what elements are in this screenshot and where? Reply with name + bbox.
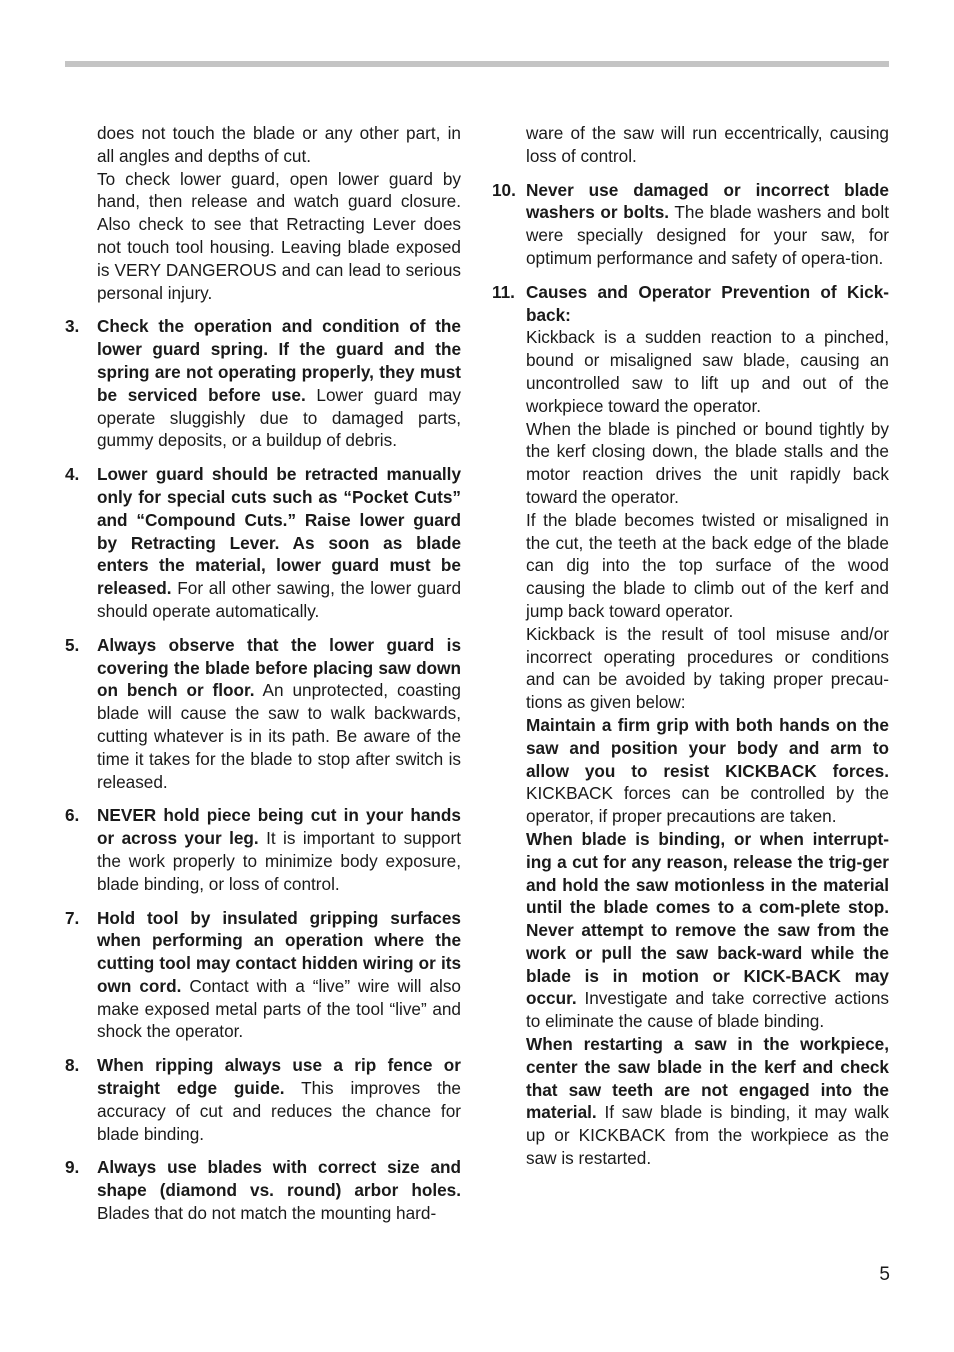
- kickback-paragraph-4: Kickback is the result of tool misuse and/or incorrect operating procedures or conditions and can be avoided by taking proper precau-tions as given below:: [526, 623, 889, 713]
- item-text: For all other sawing, the lower guard should operate automatically.: [97, 578, 461, 621]
- intro-paragraph-1: does not touch the blade or any other part, in all angles and depths of cut.: [97, 123, 461, 166]
- item-text: An unprotected, coasting blade will cause the saw to walk backwards, cutting whatever is in its path. Be aware of the time it takes for the blade to stop after switch is released.: [97, 680, 461, 792]
- item-bold-text: Check the operation and condition of the lower guard spring. If the guard and the spring are not operating properly, they must be serviced before use.: [97, 316, 461, 405]
- item-text: Blades that do not match the mounting hard-: [97, 1203, 437, 1224]
- item-number: 8.: [65, 1055, 80, 1076]
- item-bold-text: Never use damaged or incorrect blade washers or bolts.: [526, 179, 889, 223]
- list-item-10: [492, 179, 889, 270]
- item-bold-text: Lower guard should be retracted manually only for special cuts such as “Pocket Cuts” and “Compound Cuts.” Raise lower guard by Retracting Lever. As soon as blade enters the material, lower guard must be released.: [97, 464, 461, 599]
- item-text: If saw blade is binding, it may walk up or KICKBACK from the workpiece as the saw is restarted.: [526, 1102, 889, 1169]
- intro-paragraph-2: To check lower guard, open lower guard by hand, then release and watch guard closure. Also check to see that Retracting Lever does not touch tool housing. Leaving blade exposed is VERY DANGEROUS and can lead to serious personal injury.: [97, 168, 461, 303]
- item-number: 10.: [492, 179, 516, 200]
- item-bold-text: When blade is binding, or when interrupt-ing a cut for any reason, release the trig-ger and hold the saw motionless in the material until the blade comes to a com-plete stop. Never attempt to remove the saw from the work or pull the saw back-ward while the blade is in motion or KICK-BACK may occur.: [526, 828, 889, 1009]
- item-number: 4.: [65, 464, 80, 485]
- list-item-6: [65, 804, 461, 895]
- item-bold-text: When ripping always use a rip fence or straight edge guide.: [97, 1055, 461, 1099]
- list-item-5: [65, 634, 461, 794]
- item-number: 5.: [65, 634, 80, 655]
- kickback-paragraph-5: [526, 714, 889, 828]
- list-item-11: [492, 281, 889, 1170]
- list-item-4: [65, 463, 461, 623]
- item-text: Contact with a “live” wire will also make exposed metal parts of the tool “live” and shock the operator.: [97, 975, 461, 1042]
- kickback-paragraph-3: If the blade becomes twisted or misaligned in the cut, the teeth at the back edge of the blade can dig into the top surface of the wood causing the blade to climb out of the kerf and jump back toward operator.: [526, 509, 889, 621]
- continuation-paragraph: ware of the saw will run eccentrically, causing loss of control.: [526, 123, 889, 166]
- item-bold-text: NEVER hold piece being cut in your hands or across your leg.: [97, 805, 461, 849]
- list-item-9: [65, 1156, 461, 1224]
- kickback-paragraph-1: Kickback is a sudden reaction to a pinched, bound or misaligned saw blade, causing an uncontrolled saw to lift up and out of the workpiece toward the operator.: [526, 327, 889, 416]
- item-bold-text: Hold tool by insulated gripping surfaces when performing an operation where the cutting tool may contact hidden wiring or its own cord.: [97, 907, 461, 996]
- item-number: 6.: [65, 805, 80, 826]
- item-text: This improves the accuracy of cut and reduces the chance for blade binding.: [97, 1078, 461, 1144]
- item-text: Investigate and take corrective actions to eliminate the cause of blade binding.: [526, 988, 889, 1032]
- header-rule: [65, 61, 889, 67]
- item-number: 3.: [65, 316, 80, 337]
- item-text: The blade washers and bolt were specially designed for your saw, for optimum performance and safety of opera-tion.: [526, 202, 889, 268]
- item-bold-text: When restarting a saw in the workpiece, center the saw blade in the kerf and check that saw teeth are not engaged into the material.: [526, 1034, 889, 1123]
- item-bold-text: Maintain a firm grip with both hands on the saw and position your body and arm to allow you to resist KICKBACK forces.: [526, 714, 889, 781]
- left-column: [65, 122, 461, 1236]
- list-item-8: [65, 1054, 461, 1145]
- item-number: 7.: [65, 907, 80, 928]
- item-number: 9.: [65, 1157, 80, 1178]
- item-number: 11.: [492, 281, 515, 302]
- right-column: [492, 122, 889, 1181]
- item-text: Lower guard may operate sluggishly due to damaged parts, gummy deposits, or a buildup of debris.: [97, 384, 461, 451]
- item-text: It is important to support the work properly to minimize body exposure, blade binding, or loss of control.: [97, 828, 461, 894]
- item-bold-text: Always use blades with correct size and shape (diamond vs. round) arbor holes.: [97, 1157, 461, 1201]
- list-item-3: [65, 315, 461, 452]
- kickback-paragraph-2: When the blade is pinched or bound tightly by the kerf closing down, the blade stalls and the motor reaction drives the unit rapidly back toward the operator.: [526, 418, 889, 507]
- item-heading: Causes and Operator Prevention of Kick-back:: [526, 281, 889, 325]
- kickback-paragraph-7: [526, 1033, 889, 1170]
- item-text: KICKBACK forces can be controlled by the operator, if proper precautions are taken.: [526, 783, 889, 827]
- item-bold-text: Always observe that the lower guard is covering the blade before placing saw down on bench or floor.: [97, 634, 461, 701]
- list-item-7: [65, 907, 461, 1044]
- page-number: 5: [879, 1264, 890, 1285]
- kickback-paragraph-6: [526, 828, 889, 1033]
